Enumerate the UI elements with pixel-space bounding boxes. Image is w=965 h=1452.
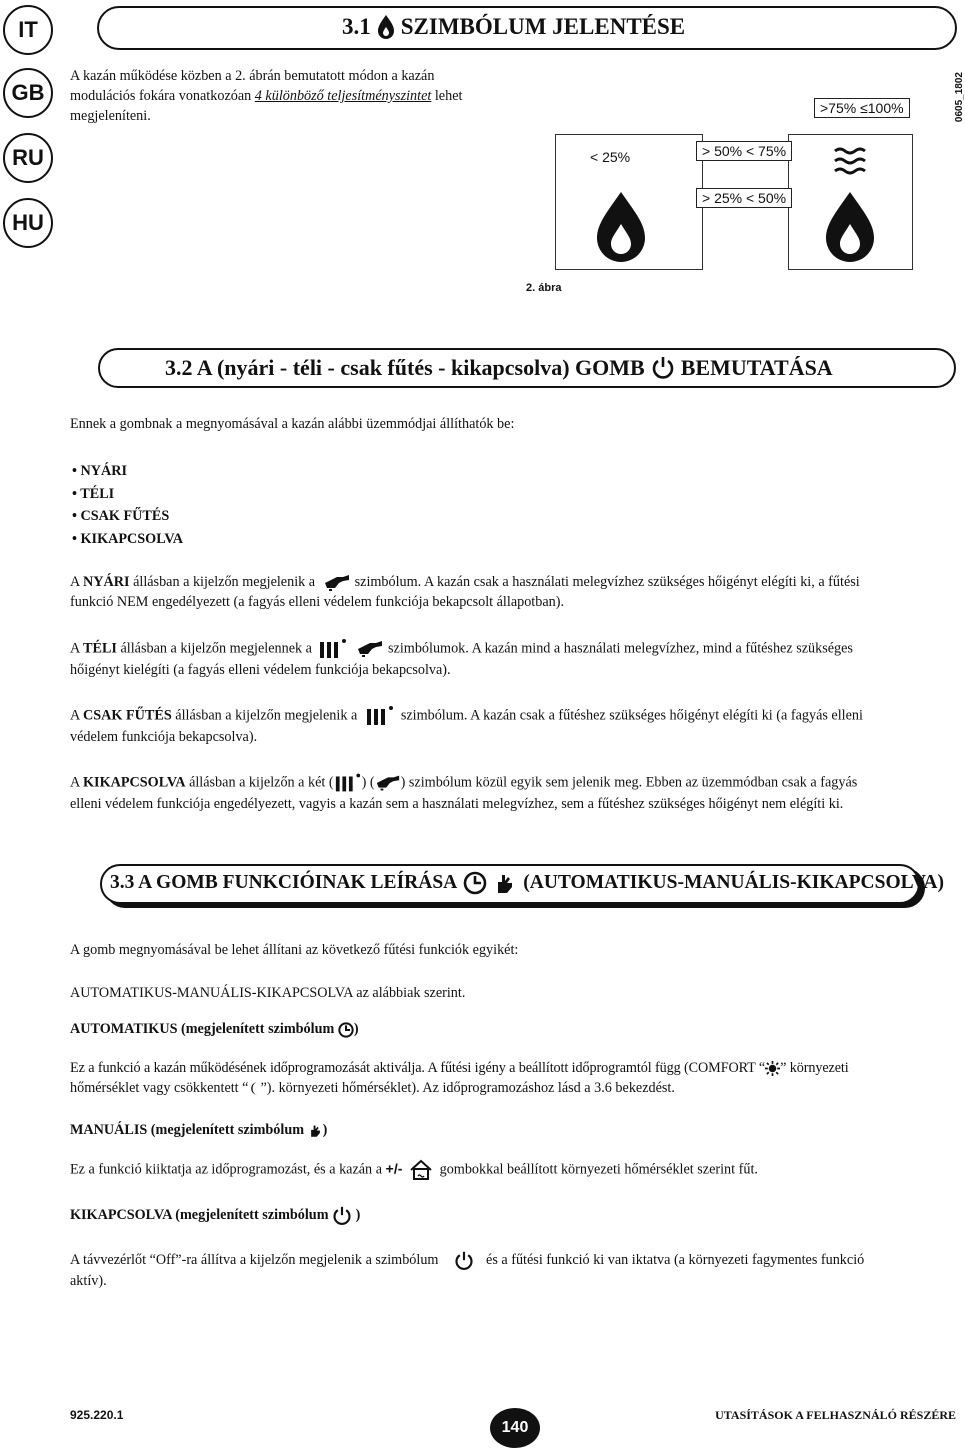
mode-item-heating-only: • CSAK FŰTÉS: [72, 508, 170, 524]
off-heading: KIKAPCSOLVA (megjelenített szimbólum ): [70, 1205, 360, 1226]
power-icon: [332, 1206, 352, 1226]
mode-item-winter: • TÉLI: [72, 485, 115, 502]
heat-waves-icon: [833, 145, 867, 181]
page-number: 140: [490, 1408, 540, 1448]
figure-code: 0605_1802: [954, 72, 965, 123]
radiator-icon: [318, 638, 348, 660]
plus-minus-keys: +/-: [385, 1161, 403, 1178]
power-icon: [651, 356, 675, 380]
radiator-icon: [334, 772, 362, 794]
para-text: A kazán működése közben a 2. ábrán bemutatott módon a kazán modulációs fokára vonatkozóan: [70, 68, 435, 104]
auto-line-1: Ez a funkció a kazán működésének időprogramozását aktiválja. A fűtési igény a beállított időprogramtól függ (COMFORT “ ” környezeti: [70, 1060, 849, 1076]
tap-water-icon: [323, 574, 351, 592]
winter-paragraph: [70, 638, 950, 680]
label-25-50: > 25% < 50%: [696, 188, 792, 208]
footer-title: UTASÍTÁSOK A FELHASZNÁLÓ RÉSZÉRE: [715, 1408, 956, 1422]
para-text-end: lehet megjeleníteni.: [70, 88, 463, 124]
off-paragraph: [70, 772, 950, 814]
section-3-2-heading-post: BEMUTATÁSA: [680, 355, 833, 380]
section-3-1-number: 3.1: [342, 14, 371, 39]
heating-only-line-1: A CSAK FŰTÉS állásban a kijelzőn megjelenik a szimbólum. A kazán csak a fűtéshez szükséges hőigényt elégíti ki (a fagyás elleni: [70, 705, 950, 727]
figure-caption: 2. ábra: [526, 282, 562, 294]
winter-line-2: hőigényt kielégíti (a fagyás elleni védelem funkciója bekapcsolva).: [70, 662, 451, 678]
hand-icon: [308, 1123, 323, 1138]
off-desc-line-2: aktív).: [70, 1272, 107, 1289]
off-desc-line-1: A távvezérlőt “Off”-ra állítva a kijelzőn megjelenik a szimbólum és a fűtési funkció ki van iktatva (a környezeti fagymentes funkció: [70, 1250, 960, 1271]
manual-heading: MANUÁLIS (megjelenített szimbólum ): [70, 1122, 328, 1138]
section-3-1-title: [342, 14, 685, 40]
flame-large-icon: [593, 190, 649, 266]
label-75-100: >75% ≤100%: [814, 98, 910, 118]
section-3-3-heading-post: (AUTOMATIKUS-MANUÁLIS-KIKAPCSOLVA): [523, 872, 944, 893]
section-3-2-heading-pre: 3.2 A (nyári - téli - csak fűtés - kikapcsolva) GOMB: [165, 355, 645, 380]
auto-heading: AUTOMATIKUS (megjelenített szimbólum ): [70, 1021, 359, 1037]
document-code: 925.220.1: [70, 1408, 124, 1422]
summer-line-1: A NYÁRI állásban a kijelzőn megjelenik a szimbólum. A kazán csak a használati melegvízhez szükséges hőigényt elégíti ki, a fűtési: [70, 574, 860, 590]
manual-description: Ez a funkció kiiktatja az időprogramozást, és a kazán a +/- gombokkal beállított környezeti hőmérséklet szerint fűt.: [70, 1159, 758, 1181]
summer-line-2: funkció NEM engedélyezett (a fagyás elleni védelem funkciója bekapcsolt állapotban).: [70, 594, 564, 610]
clock-icon: [338, 1022, 354, 1038]
section-3-3-heading-pre: 3.3 A GOMB FUNKCIÓINAK LEÍRÁSA: [110, 872, 458, 893]
house-thermometer-icon: [409, 1159, 433, 1181]
heating-only-paragraph: [70, 705, 950, 747]
tap-water-icon: [375, 774, 401, 792]
power-level-figure: [515, 68, 965, 304]
section-3-2-title: [165, 355, 833, 381]
label-50-75: > 50% < 75%: [696, 141, 792, 161]
off-line-1: A KIKAPCSOLVA állásban a kijelzőn a két ( ) ( ) szimbólum közül egyik sem jelenik meg. Ebben az üzemmódban csak a fagyás: [70, 772, 950, 794]
tap-water-icon: [356, 640, 384, 658]
auto-description: [70, 1058, 960, 1098]
summer-paragraph: [70, 572, 950, 612]
mode-item-off: • KIKAPCSOLVA: [72, 530, 184, 547]
label-below-25: < 25%: [585, 148, 635, 166]
clock-icon: [463, 871, 487, 895]
off-description: [70, 1250, 960, 1291]
section-3-3-intro: A gomb megnyomásával be lehet állítani az következő fűtési funkciók egyikét:: [70, 942, 519, 958]
power-icon: [454, 1251, 474, 1271]
section-3-1-heading: SZIMBÓLUM JELENTÉSE: [400, 14, 686, 39]
power-levels-emphasis: 4 különböző teljesítményszintet: [254, 88, 432, 104]
flame-icon: [377, 14, 395, 40]
section-3-1-paragraph: [70, 66, 500, 126]
flame-large-with-levels-icon: [822, 190, 878, 266]
off-line-2: elleni védelem funkciója engedélyezett, vagyis a kazán sem a használati melegvízhez, sem a fűtéshez szükséges hőigényt nem elégíti ki.: [70, 796, 844, 812]
hand-icon: [493, 871, 517, 895]
language-badge-hu[interactable]: HU: [3, 198, 53, 248]
auto-line-2: hőmérséklet vagy csökkentett “ ”). környezeti hőmérséklet). Az időprogramozáshoz lásd a 3.6 bekezdést.: [70, 1080, 675, 1096]
mode-list: [72, 460, 183, 550]
sun-icon: [765, 1061, 780, 1076]
section-3-3-modes: AUTOMATIKUS-MANUÁLIS-KIKAPCSOLVA az alábbiak szerint.: [70, 985, 466, 1001]
winter-line-1: A TÉLI állásban a kijelzőn megjelennek a szimbólumok. A kazán mind a használati melegvízhez, mind a fűtéshez szükséges: [70, 638, 950, 660]
section-3-2-intro: Ennek a gombnak a megnyomásával a kazán alábbi üzemmódjai állíthatók be:: [70, 416, 515, 432]
language-badge-gb[interactable]: GB: [3, 68, 53, 118]
language-badge-ru[interactable]: RU: [3, 133, 53, 183]
moon-icon: [248, 1081, 260, 1096]
radiator-icon: [365, 705, 395, 727]
section-3-3-title: [110, 871, 944, 895]
heating-only-line-2: védelem funkciója bekapcsolva).: [70, 729, 258, 745]
mode-item-summer: • NYÁRI: [72, 463, 128, 479]
language-badge-it[interactable]: IT: [3, 5, 53, 55]
